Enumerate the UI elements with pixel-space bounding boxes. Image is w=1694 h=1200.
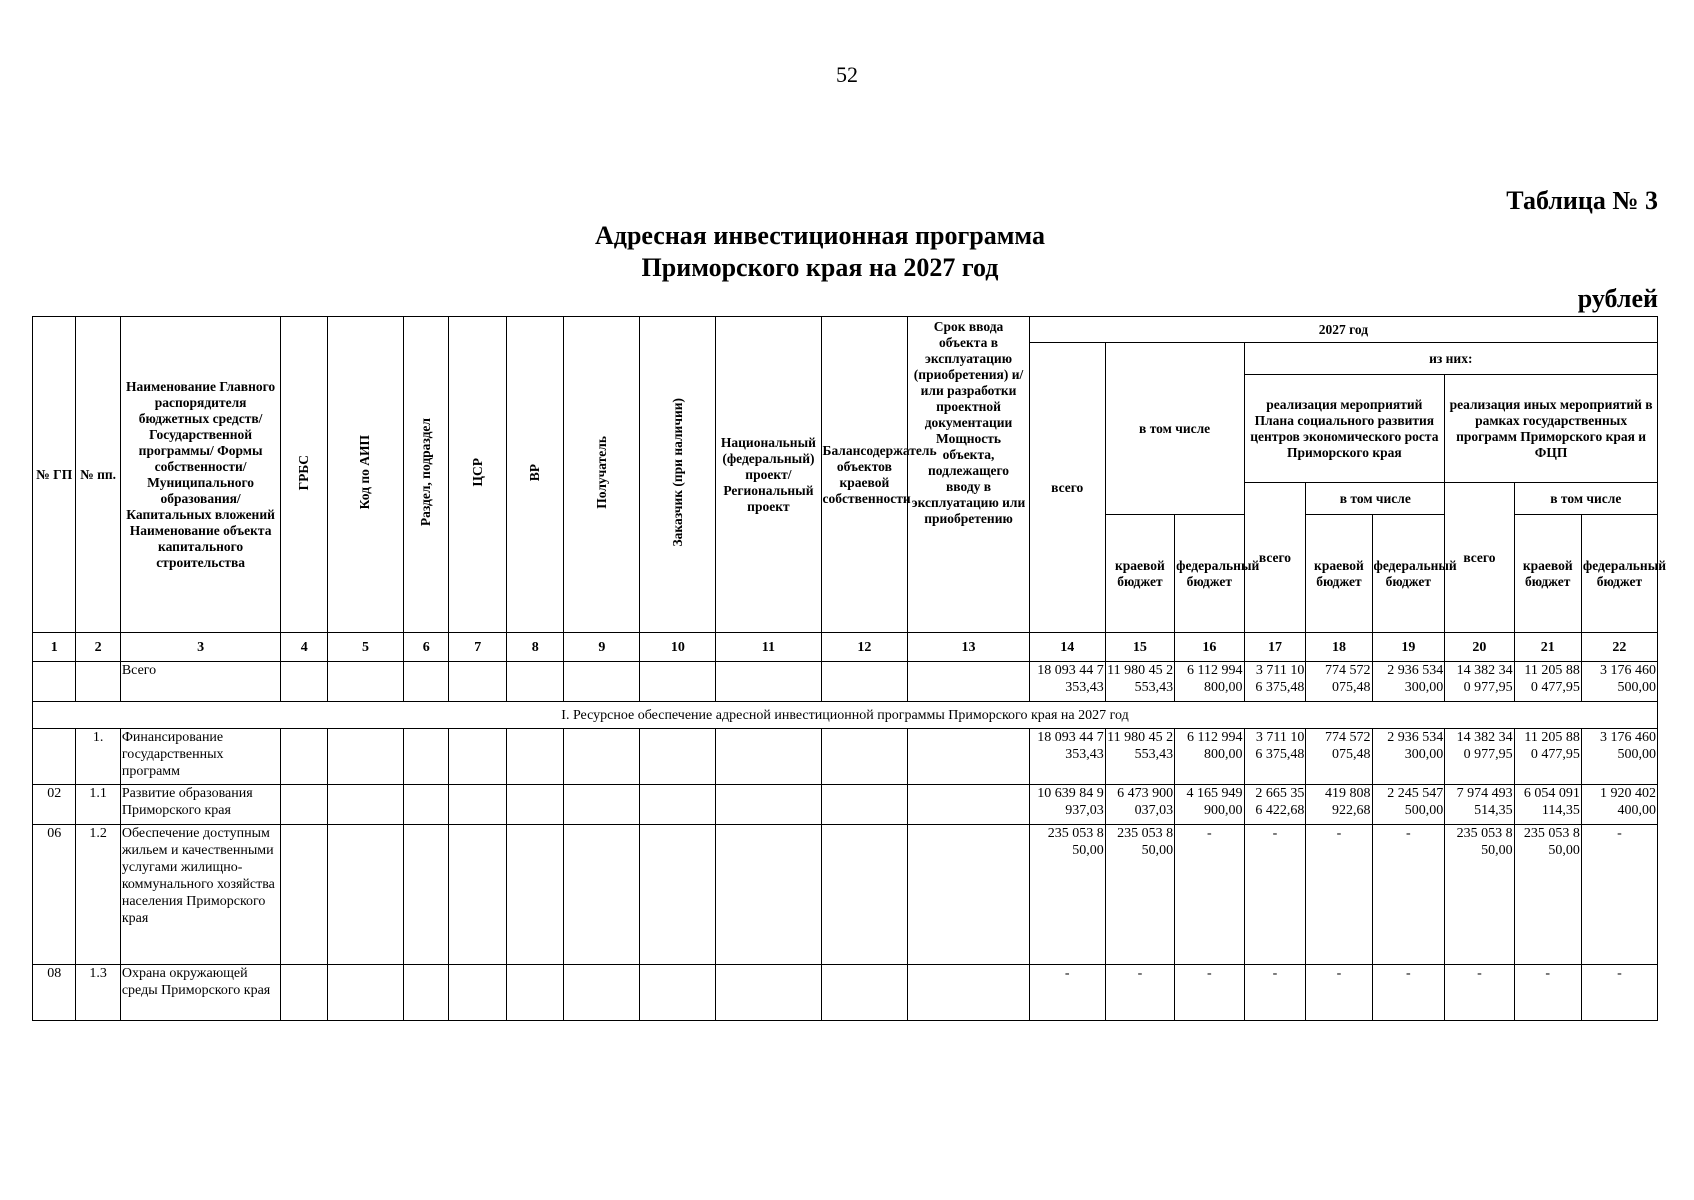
header-gp: № ГП: [33, 317, 76, 633]
empty-cell: [821, 965, 908, 1021]
column-number: 13: [908, 633, 1029, 662]
header-plan-federal: федеральный бюджет: [1372, 515, 1445, 633]
empty-cell: [640, 729, 716, 785]
header-name: Наименование Главного распорядителя бюджетных средств/Государственной программы/ Формы собственности/Муниципального образования/Капитальных вложений Наименование объекта капитального строительства: [120, 317, 281, 633]
amount-cell: 6 473 900 037,03: [1105, 785, 1174, 825]
column-number: 20: [1445, 633, 1514, 662]
empty-cell: [908, 825, 1029, 965]
amount-cell: 18 093 44 7 353,43: [1029, 729, 1105, 785]
empty-cell: [506, 965, 563, 1021]
amount-cell: 3 711 10 6 375,48: [1244, 729, 1306, 785]
column-number: 2: [76, 633, 120, 662]
header-pp: № пп.: [76, 317, 120, 633]
column-number-row: [33, 633, 1658, 662]
empty-cell: [821, 785, 908, 825]
name-cell: Обеспечение доступным жильем и качественными услугами жилищно-коммунального хозяйства населения Приморского края: [120, 825, 281, 965]
amount-cell: 11 980 45 2 553,43: [1105, 662, 1174, 702]
amount-cell: 6 054 091 114,35: [1514, 785, 1581, 825]
section-row: [33, 702, 1658, 729]
gp-cell: [33, 662, 76, 702]
empty-cell: [908, 785, 1029, 825]
amount-cell: -: [1175, 825, 1244, 965]
empty-cell: [908, 662, 1029, 702]
column-number: 6: [403, 633, 449, 662]
column-number: 21: [1514, 633, 1581, 662]
header-recipient: Получатель: [564, 317, 640, 633]
empty-cell: [506, 785, 563, 825]
empty-cell: [564, 825, 640, 965]
amount-cell: 419 808 922,68: [1306, 785, 1372, 825]
column-number: 17: [1244, 633, 1306, 662]
amount-cell: 2 936 534 300,00: [1372, 662, 1445, 702]
amount-cell: 7 974 493 514,35: [1445, 785, 1514, 825]
column-number: 15: [1105, 633, 1174, 662]
unit-label: рублей: [1577, 284, 1658, 313]
empty-cell: [281, 965, 328, 1021]
table-body: [33, 662, 1658, 1021]
column-number: 18: [1306, 633, 1372, 662]
empty-cell: [640, 662, 716, 702]
amount-cell: 14 382 34 0 977,95: [1445, 729, 1514, 785]
table-row: [33, 785, 1658, 825]
header-regional-budget: краевой бюджет: [1105, 515, 1174, 633]
empty-cell: [281, 825, 328, 965]
empty-cell: [506, 825, 563, 965]
header-other-federal: федеральный бюджет: [1581, 515, 1657, 633]
empty-cell: [449, 965, 506, 1021]
empty-cell: [403, 785, 449, 825]
empty-cell: [328, 785, 404, 825]
header-aip-code: Код по АИП: [328, 317, 404, 633]
header-customer: Заказчик (при наличии): [640, 317, 716, 633]
empty-cell: [281, 785, 328, 825]
empty-cell: [506, 729, 563, 785]
column-number: 5: [328, 633, 404, 662]
amount-cell: -: [1244, 965, 1306, 1021]
amount-cell: 11 205 88 0 477,95: [1514, 662, 1581, 702]
amount-cell: 2 936 534 300,00: [1372, 729, 1445, 785]
empty-cell: [506, 662, 563, 702]
name-cell: Охрана окружающей среды Приморского края: [120, 965, 281, 1021]
empty-cell: [564, 785, 640, 825]
column-number: 16: [1175, 633, 1244, 662]
header-vr: ВР: [506, 317, 563, 633]
header-plan-including: в том числе: [1306, 483, 1445, 515]
amount-cell: 18 093 44 7 353,43: [1029, 662, 1105, 702]
section-title: I. Ресурсное обеспечение адресной инвестиционной программы Приморского края на 2027 год: [33, 702, 1658, 729]
pp-cell: 1.1: [76, 785, 120, 825]
empty-cell: [716, 785, 821, 825]
empty-cell: [403, 729, 449, 785]
empty-cell: [716, 825, 821, 965]
amount-cell: 235 053 8 50,00: [1445, 825, 1514, 965]
empty-cell: [821, 825, 908, 965]
table-row: [33, 965, 1658, 1021]
empty-cell: [908, 729, 1029, 785]
amount-cell: 3 176 460 500,00: [1581, 729, 1657, 785]
table-row: [33, 729, 1658, 785]
header-plan-centers: реализация мероприятий Плана социального развития центров экономического роста Приморского края: [1244, 375, 1445, 483]
empty-cell: [449, 729, 506, 785]
header-year: 2027 год: [1029, 317, 1657, 343]
header-national-project: Национальный (федеральный) проект/ Региональный проект: [716, 317, 821, 633]
amount-cell: 235 053 8 50,00: [1029, 825, 1105, 965]
column-number: 11: [716, 633, 821, 662]
empty-cell: [716, 965, 821, 1021]
pp-cell: 1.2: [76, 825, 120, 965]
empty-cell: [564, 965, 640, 1021]
empty-cell: [908, 965, 1029, 1021]
amount-cell: 2 665 35 6 422,68: [1244, 785, 1306, 825]
empty-cell: [716, 729, 821, 785]
amount-cell: 11 980 45 2 553,43: [1105, 729, 1174, 785]
amount-cell: -: [1372, 825, 1445, 965]
column-number: 9: [564, 633, 640, 662]
empty-cell: [328, 965, 404, 1021]
amount-cell: 235 053 8 50,00: [1514, 825, 1581, 965]
empty-cell: [328, 662, 404, 702]
amount-cell: 2 245 547 500,00: [1372, 785, 1445, 825]
amount-cell: 11 205 88 0 477,95: [1514, 729, 1581, 785]
header-commission-term: Срок ввода объекта в эксплуатацию (приобретения) и/или разработки проектной документации Мощность объекта, подлежащего вводу в эксплуатацию или приобретению: [908, 317, 1029, 633]
amount-cell: -: [1175, 965, 1244, 1021]
gp-cell: [33, 729, 76, 785]
amount-cell: 235 053 8 50,00: [1105, 825, 1174, 965]
amount-cell: -: [1372, 965, 1445, 1021]
amount-cell: -: [1306, 965, 1372, 1021]
column-number: 7: [449, 633, 506, 662]
page-number: 52: [836, 62, 858, 87]
empty-cell: [281, 729, 328, 785]
empty-cell: [403, 825, 449, 965]
amount-cell: -: [1514, 965, 1581, 1021]
title-line-1: Адресная инвестиционная программа: [595, 221, 1045, 250]
header-csr: ЦСР: [449, 317, 506, 633]
empty-cell: [449, 785, 506, 825]
empty-cell: [640, 965, 716, 1021]
amount-cell: -: [1244, 825, 1306, 965]
empty-cell: [403, 965, 449, 1021]
column-number: 19: [1372, 633, 1445, 662]
empty-cell: [564, 729, 640, 785]
amount-cell: 774 572 075,48: [1306, 729, 1372, 785]
empty-cell: [449, 662, 506, 702]
column-number: 4: [281, 633, 328, 662]
amount-cell: 14 382 34 0 977,95: [1445, 662, 1514, 702]
header-razdel: Раздел, подраздел: [403, 317, 449, 633]
header-plan-total: всего: [1244, 483, 1306, 633]
amount-cell: -: [1581, 825, 1657, 965]
amount-cell: 1 920 402 400,00: [1581, 785, 1657, 825]
column-number: 3: [120, 633, 281, 662]
header-of-them: из них:: [1244, 343, 1657, 375]
header-federal-budget: федеральный бюджет: [1175, 515, 1244, 633]
pp-cell: [76, 662, 120, 702]
header-grbs: ГРБС: [281, 317, 328, 633]
empty-cell: [564, 662, 640, 702]
empty-cell: [449, 825, 506, 965]
amount-cell: 3 711 10 6 375,48: [1244, 662, 1306, 702]
column-number: 22: [1581, 633, 1657, 662]
column-number: 8: [506, 633, 563, 662]
document-title: [400, 220, 1240, 284]
empty-cell: [403, 662, 449, 702]
empty-cell: [281, 662, 328, 702]
amount-cell: -: [1105, 965, 1174, 1021]
column-number: 1: [33, 633, 76, 662]
investment-program-table: [32, 316, 1667, 1021]
gp-cell: 06: [33, 825, 76, 965]
pp-cell: 1.3: [76, 965, 120, 1021]
header-other-total: всего: [1445, 483, 1514, 633]
name-cell: Всего: [120, 662, 281, 702]
gp-cell: 02: [33, 785, 76, 825]
empty-cell: [640, 785, 716, 825]
name-cell: Развитие образования Приморского края: [120, 785, 281, 825]
header-other-regional: краевой бюджет: [1514, 515, 1581, 633]
header-plan-regional: краевой бюджет: [1306, 515, 1372, 633]
header-other-including: в том числе: [1514, 483, 1657, 515]
empty-cell: [821, 729, 908, 785]
amount-cell: 6 112 994 800,00: [1175, 662, 1244, 702]
amount-cell: 3 176 460 500,00: [1581, 662, 1657, 702]
amount-cell: -: [1029, 965, 1105, 1021]
pp-cell: 1.: [76, 729, 120, 785]
amount-cell: 774 572 075,48: [1306, 662, 1372, 702]
table-row: [33, 825, 1658, 965]
column-number: 10: [640, 633, 716, 662]
table-label: Таблица № 3: [1506, 186, 1658, 215]
empty-cell: [640, 825, 716, 965]
header-other-measures: реализация иных мероприятий в рамках государственных программ Приморского края и ФЦП: [1445, 375, 1658, 483]
amount-cell: 6 112 994 800,00: [1175, 729, 1244, 785]
column-number: 14: [1029, 633, 1105, 662]
amount-cell: -: [1581, 965, 1657, 1021]
amount-cell: 10 639 84 9 937,03: [1029, 785, 1105, 825]
header-including: в том числе: [1105, 343, 1244, 515]
empty-cell: [716, 662, 821, 702]
amount-cell: -: [1445, 965, 1514, 1021]
table-row: [33, 662, 1658, 702]
amount-cell: 4 165 949 900,00: [1175, 785, 1244, 825]
name-cell: Финансирование государственных программ: [120, 729, 281, 785]
column-number: 12: [821, 633, 908, 662]
empty-cell: [821, 662, 908, 702]
amount-cell: -: [1306, 825, 1372, 965]
empty-cell: [328, 729, 404, 785]
title-line-2: Приморского края на 2027 год: [641, 253, 999, 282]
gp-cell: 08: [33, 965, 76, 1021]
empty-cell: [328, 825, 404, 965]
header-balance-holder: Балансодержатель объектов краевой собственности: [821, 317, 908, 633]
header-total: всего: [1029, 343, 1105, 633]
